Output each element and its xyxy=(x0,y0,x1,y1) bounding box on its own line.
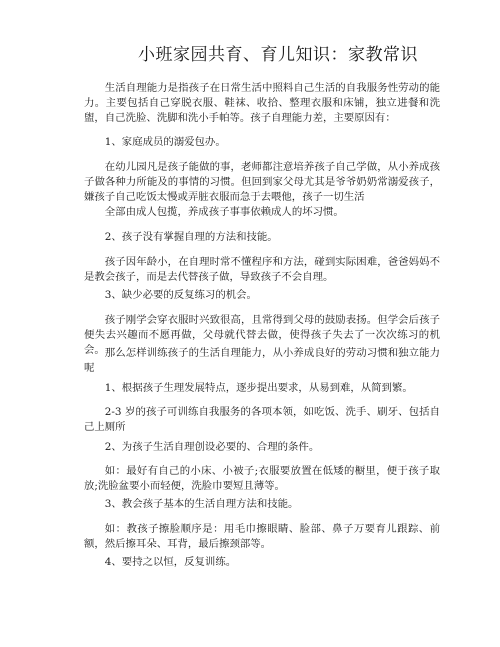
paragraph-method-3-detail: 如：教孩子擦脸顺序是：用毛巾擦眼睛、脸部、鼻子万要育儿跟踪、前额，然后擦耳朵、耳背，最后擦颈部等。 xyxy=(84,523,440,550)
document-title: 小班家园共育、育儿知识：家教常识 xyxy=(138,45,418,65)
paragraph-method-3: 3、教会孩子基本的生活自理方法和技能。 xyxy=(104,498,299,510)
paragraph-method-1: 1、根据孩子生理发展特点，逐步提出要求，从易到难，从简到繁。 xyxy=(104,382,413,394)
paragraph-method-1-detail: 2-3 岁的孩子可训练自我服务的各项本领，如吃饭、洗手、刷牙、包括自己上厕所 xyxy=(84,406,440,433)
paragraph-method-2: 2、为孩子生活自理创设必要的、合理的条件。 xyxy=(104,441,320,453)
paragraph-reason-2: 2、孩子没有掌握自理的方法和技能。 xyxy=(104,231,278,243)
paragraph-intro: 生活自理能力是指孩子在日常生活中照料自己生活的自我服务性劳动的能力。主要包括自己穿脱衣服、鞋袜、收拾、整理衣服和床铺，独立进餐和洗盥，自己洗脸、洗脚和洗小手帕等。孩子自理能力差，主要原因有： xyxy=(84,82,440,124)
paragraph-method-4: 4、要持之以恒，反复训练。 xyxy=(104,556,237,568)
paragraph-reason-2-detail: 孩子因年龄小，在自理时常不懂程序和方法，碰到实际困难，爸爸妈妈不是教会孩子，而是去代替孩子做，导致孩子不会自理。 xyxy=(84,256,440,283)
paragraph-method-2-detail: 如：最好有自己的小床、小被子;衣服要放置在低矮的橱里，便于孩子取放;洗脸盆要小而轻便，洗脸巾要短且薄等。 xyxy=(84,465,440,492)
paragraph-reason-3: 3、缺少必要的反复练习的机会。 xyxy=(104,289,257,301)
paragraph-reason-1-result: 全部由成人包揽，养成孩子事事依赖成人的坏习惯。 xyxy=(104,206,344,218)
paragraph-reason-3-detail: 孩子刚学会穿衣服时兴致很高，且常得到父母的鼓励表扬。但学会后孩子便失去兴趣而不愿再做，父母就代替去做，使得孩子失去了一次次练习的机会。 xyxy=(84,314,440,356)
paragraph-reason-1-detail: 在幼儿园凡是孩子能做的事，老师都注意培养孩子自己学做，从小养成孩子做各种力所能及的事情的习惯。但回到家父母尤其是爷爷奶奶常溺爱孩子，嫌孩子自己吃饭太慢或弄脏衣服而急于去喂他，孩子一切生活 xyxy=(84,161,440,203)
paragraph-question: 那么怎样训练孩子的生活自理能力，从小养成良好的劳动习惯和独立能力呢 xyxy=(84,347,440,374)
paragraph-reason-1: 1、家庭成员的溺爱包办。 xyxy=(104,136,226,148)
